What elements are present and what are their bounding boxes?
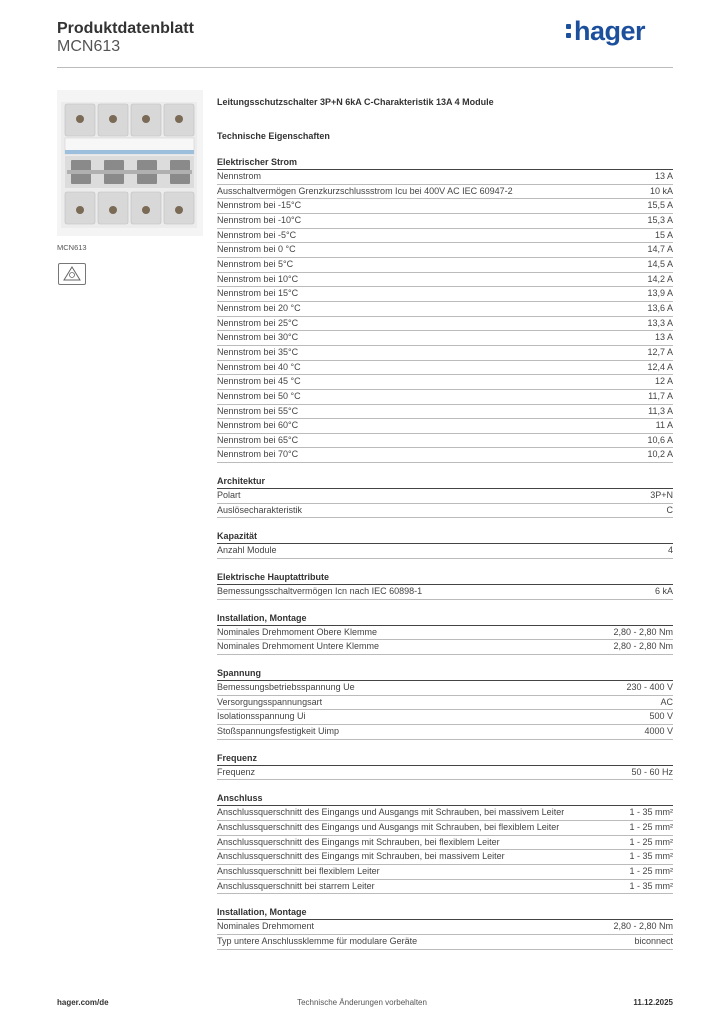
spec-row [217, 448, 673, 463]
spec-value: 500 V [649, 711, 673, 722]
spec-row [217, 273, 673, 288]
spec-label: Anschlussquerschnitt bei starrem Leiter [217, 880, 375, 891]
spec-value: 1 - 25 mm² [629, 836, 673, 847]
spec-value: 1 - 25 mm² [629, 822, 673, 832]
spec-row [217, 920, 673, 935]
spec-label: Nennstrom bei 50 °C [217, 390, 301, 401]
spec-label: Auslösecharakteristik [217, 504, 303, 515]
spec-label: Anschlussquerschnitt bei flexiblem Leiter [217, 865, 380, 876]
spec-row [217, 865, 673, 880]
spec-label: Anschlussquerschnitt des Eingangs mit Schrauben, bei flexiblem Leiter [217, 836, 500, 847]
spec-label: Frequenz [217, 766, 256, 777]
spec-value: 2,80 - 2,80 Nm [613, 641, 673, 652]
group-title: Elektrischer Strom [217, 156, 673, 170]
spec-label: Nennstrom bei 0 °C [217, 244, 296, 255]
spec-label: Nennstrom bei -10°C [217, 214, 302, 225]
spec-value: 2,80 - 2,80 Nm [613, 921, 673, 932]
spec-row [217, 361, 673, 376]
spec-label: Nominales Drehmoment [217, 921, 315, 932]
spec-label: Nominales Drehmoment Untere Klemme [217, 641, 380, 652]
spec-row [217, 419, 673, 434]
spec-groups [217, 156, 673, 950]
spec-value: 13 A [654, 332, 673, 343]
spec-label: Anzahl Module [217, 545, 277, 556]
spec-value: 1 - 25 mm² [629, 865, 673, 876]
spec-label: Versorgungsspannungsart [217, 696, 323, 707]
spec-label: Nominales Drehmoment Obere Klemme [217, 626, 378, 637]
spec-row [217, 681, 673, 696]
spec-value: 15,3 A [647, 214, 673, 225]
page-title: Produktdatenblatt [57, 20, 194, 37]
spec-value: 12,4 A [647, 361, 673, 372]
spec-row [217, 504, 673, 519]
spec-row [217, 640, 673, 655]
spec-value: 3P+N [650, 490, 673, 501]
spec-label: Anschlussquerschnitt des Eingangs und Ausgangs mit Schrauben, bei flexiblem Leiter [217, 822, 560, 832]
logo-text: hager [574, 15, 646, 46]
spec-value: 12 A [654, 376, 673, 387]
spec-label: Ausschaltvermögen Grenzkurzschlussstrom Icu bei 400V AC IEC 60947-2 [217, 185, 513, 196]
spec-value: 15,5 A [647, 200, 673, 211]
logo-dots-icon [566, 24, 571, 38]
spec-row [217, 821, 673, 836]
footer-website: hager.com/de [57, 998, 109, 1007]
spec-value: 6 kA [654, 586, 673, 597]
spec-label: Nennstrom bei 55°C [217, 405, 299, 416]
spec-value: 10 kA [649, 185, 673, 196]
image-caption: MCN613 [57, 243, 87, 252]
group-title: Elektrische Hauptattribute [217, 571, 673, 585]
spec-row [217, 434, 673, 449]
spec-label: Nennstrom bei 35°C [217, 346, 299, 357]
spec-label: Nennstrom bei 60°C [217, 420, 299, 431]
spec-row [217, 806, 673, 821]
spec-label: Anschlussquerschnitt des Eingangs mit Schrauben, bei massivem Leiter [217, 851, 505, 862]
spec-row [217, 214, 673, 229]
spec-row [217, 585, 673, 600]
spec-label: Nennstrom bei 65°C [217, 434, 299, 445]
product-code: MCN613 [57, 38, 121, 55]
spec-label: Nennstrom bei -5°C [217, 229, 297, 240]
spec-row [217, 287, 673, 302]
spec-value: 14,7 A [647, 244, 673, 255]
spec-label: Nennstrom bei 70°C [217, 449, 299, 460]
spec-row [217, 850, 673, 865]
spec-row [217, 544, 673, 559]
spec-row [217, 317, 673, 332]
group-title: Kapazität [217, 530, 673, 544]
spec-row [217, 258, 673, 273]
spec-value: 13,3 A [647, 317, 673, 328]
spec-value: 10,6 A [647, 434, 673, 445]
spec-row [217, 880, 673, 895]
spec-value: 11 A [655, 420, 673, 431]
footer-disclaimer: Technische Änderungen vorbehalten [297, 998, 427, 1007]
spec-label: Polart [217, 490, 241, 501]
product-title: Leitungsschutzschalter 3P+N 6kA C-Charakteristik 13A 4 Module [217, 97, 494, 107]
spec-row [217, 346, 673, 361]
spec-row [217, 229, 673, 244]
spec-row [217, 375, 673, 390]
spec-value: 230 - 400 V [626, 682, 673, 693]
spec-row [217, 243, 673, 258]
group-title: Installation, Montage [217, 612, 673, 626]
spec-value: 13,9 A [647, 288, 673, 299]
spec-label: Nennstrom bei 20 °C [217, 302, 301, 313]
spec-value: 14,5 A [647, 258, 673, 269]
spec-value: 12,7 A [647, 346, 673, 357]
spec-value: AC [660, 696, 673, 707]
group-title: Installation, Montage [217, 906, 673, 920]
group-title: Frequenz [217, 752, 673, 766]
spec-label: Typ untere Anschlussklemme für modulare Geräte [217, 935, 418, 946]
spec-row [217, 405, 673, 420]
spec-label: Nennstrom bei -15°C [217, 200, 302, 211]
spec-label: Nennstrom bei 5°C [217, 258, 294, 269]
spec-value: 1 - 35 mm² [629, 851, 673, 862]
spec-value: 4000 V [644, 726, 673, 737]
spec-value: 13,6 A [647, 302, 673, 313]
spec-value: 4 [667, 545, 673, 556]
spec-label: Anschlussquerschnitt des Eingangs und Ausgangs mit Schrauben, bei massivem Leiter [217, 807, 565, 818]
spec-value: 50 - 60 Hz [631, 766, 673, 777]
spec-row [217, 710, 673, 725]
spec-row [217, 170, 673, 185]
footer-date: 11.12.2025 [633, 998, 673, 1007]
group-title: Architektur [217, 475, 673, 489]
spec-value: 2,80 - 2,80 Nm [613, 626, 673, 637]
spec-value: 1 - 35 mm² [629, 880, 673, 891]
group-title: Anschluss [217, 792, 673, 806]
section-title: Technische Eigenschaften [217, 131, 330, 141]
spec-label: Nennstrom bei 40 °C [217, 361, 301, 372]
spec-value: 10,2 A [647, 449, 673, 460]
header-divider [57, 67, 673, 68]
spec-row [217, 390, 673, 405]
spec-content [217, 96, 673, 950]
group-title: Spannung [217, 667, 673, 681]
product-image [57, 90, 203, 236]
spec-row [217, 696, 673, 711]
spec-row [217, 331, 673, 346]
spec-label: Nennstrom bei 25°C [217, 317, 299, 328]
spec-row [217, 489, 673, 504]
spec-label: Stoßspannungsfestigkeit Uimp [217, 726, 340, 737]
spec-value: C [666, 504, 673, 515]
spec-value: biconnect [634, 935, 673, 946]
spec-value: 15 A [654, 229, 673, 240]
spec-value: 1 - 35 mm² [629, 807, 673, 818]
spec-label: Isolationsspannung Ui [217, 711, 306, 722]
spec-row [217, 836, 673, 851]
spec-row [217, 626, 673, 641]
spec-row [217, 199, 673, 214]
certification-mark-icon [58, 263, 86, 285]
spec-label: Nennstrom bei 45 °C [217, 376, 301, 387]
spec-row [217, 935, 673, 950]
spec-row [217, 725, 673, 740]
spec-row [217, 302, 673, 317]
brand-logo [566, 16, 645, 46]
spec-label: Nennstrom bei 30°C [217, 332, 299, 343]
spec-label: Bemessungsbetriebsspannung Ue [217, 682, 355, 693]
spec-label: Nennstrom [217, 171, 262, 181]
spec-value: 13 A [654, 171, 673, 181]
spec-label: Nennstrom bei 10°C [217, 273, 299, 284]
spec-label: Bemessungsschaltvermögen Icn nach IEC 60898-1 [217, 586, 423, 597]
spec-value: 14,2 A [647, 273, 673, 284]
spec-value: 11,3 A [648, 405, 673, 416]
spec-row [217, 766, 673, 781]
spec-row [217, 185, 673, 200]
spec-label: Nennstrom bei 15°C [217, 288, 299, 299]
spec-value: 11,7 A [648, 390, 673, 401]
